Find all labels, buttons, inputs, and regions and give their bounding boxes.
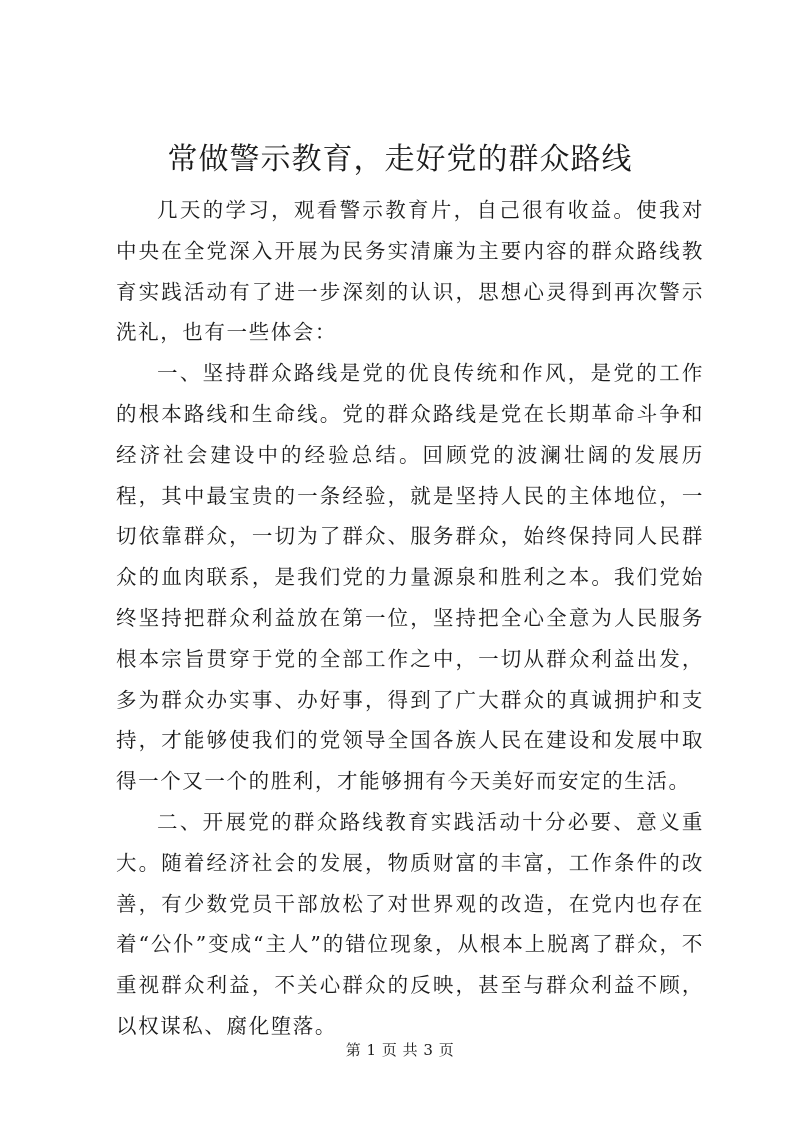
document-body xyxy=(116,190,704,1047)
document-title: 常做警示教育，走好党的群众路线 xyxy=(167,142,633,177)
paragraph-point-two: 二、开展党的群众路线教育实践活动十分必要、意义重大。随着经济社会的发展，物质财富的丰富，工作条件的改善，有少数党员干部放松了对世界观的改造，在党内也存在着“公仆”变成“主人”的错位现象，从根本上脱离了群众，不重视群众利益，不关心群众的反映，甚至与群众利益不顾，以权谋私、腐化堕落。 xyxy=(116,809,704,1038)
paragraph-point-one: 一、坚持群众路线是党的优良传统和作风，是党的工作的根本路线和生命线。党的群众路线是党在长期革命斗争和经济社会建设中的经验总结。回顾党的波澜壮阔的发展历程，其中最宝贵的一条经验，就是坚持人民的主体地位，一切依靠群众，一切为了群众、服务群众，始终保持同人民群众的血肉联系，是我们党的力量源泉和胜利之本。我们党始终坚持把群众利益放在第一位，坚持把全心全意为人民服务根本宗旨贯穿于党的全部工作之中，一切从群众利益出发，多为群众办实事、办好事，得到了广大群众的真诚拥护和支持，才能够使我们的党领导全国各族人民在建设和发展中取得一个又一个的胜利，才能够拥有今天美好而安定的生活。 xyxy=(116,361,704,794)
page-footer: 第 1 页 共 3 页 xyxy=(345,1041,455,1059)
paragraph-intro: 几天的学习，观看警示教育片，自己很有收益。使我对中央在全党深入开展为民务实清廉为主要内容的群众路线教育实践活动有了进一步深刻的认识，思想心灵得到再次警示洗礼，也有一些体会： xyxy=(116,198,704,345)
